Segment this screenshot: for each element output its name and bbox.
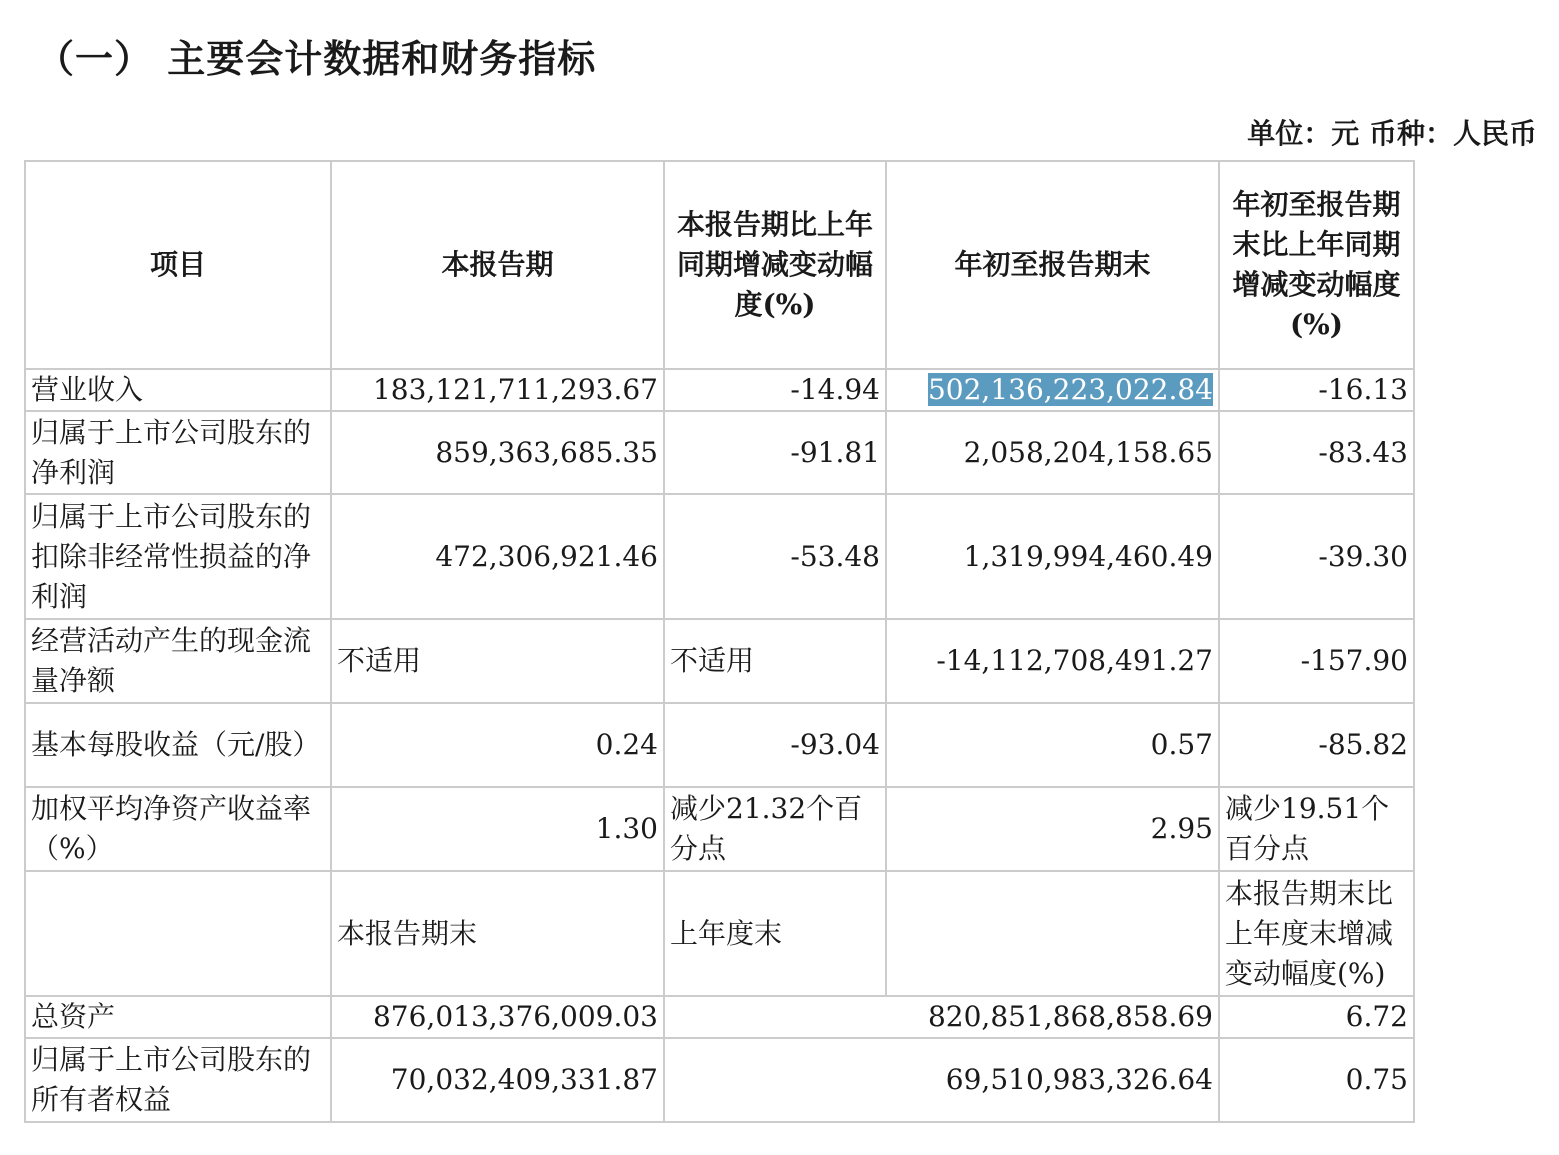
subheader-blank bbox=[25, 871, 331, 996]
row-period-end: 70,032,409,331.87 bbox=[331, 1038, 664, 1122]
row-current-change: -91.81 bbox=[664, 411, 886, 494]
row-change: 0.75 bbox=[1219, 1038, 1414, 1122]
header-current-period: 本报告期 bbox=[331, 161, 664, 369]
table-row bbox=[25, 1038, 1414, 1122]
row-ytd-change: 减少19.51个百分点 bbox=[1219, 787, 1414, 871]
row-ytd: 1,319,994,460.49 bbox=[886, 494, 1219, 619]
row-current-change: -93.04 bbox=[664, 703, 886, 787]
subheader-prior-year-end: 上年度末 bbox=[664, 871, 886, 996]
row-item: 经营活动产生的现金流量净额 bbox=[25, 619, 331, 703]
row-current-change: 减少21.32个百分点 bbox=[664, 787, 886, 871]
row-item: 基本每股收益（元/股） bbox=[25, 703, 331, 787]
table-row bbox=[25, 787, 1414, 871]
row-ytd-change: -16.13 bbox=[1219, 369, 1414, 411]
row-ytd bbox=[886, 369, 1219, 411]
table-row bbox=[25, 703, 1414, 787]
header-ytd: 年初至报告期末 bbox=[886, 161, 1219, 369]
header-current-change: 本报告期比上年同期增减变动幅度(%) bbox=[664, 161, 886, 369]
subheader-blank bbox=[886, 871, 1219, 996]
table-row bbox=[25, 494, 1414, 619]
row-ytd: 2.95 bbox=[886, 787, 1219, 871]
section-title: （一） 主要会计数据和财务指标 bbox=[36, 36, 597, 81]
row-item: 营业收入 bbox=[25, 369, 331, 411]
header-ytd-change: 年初至报告期末比上年同期增减变动幅度(%) bbox=[1219, 161, 1414, 369]
table-row bbox=[25, 369, 1414, 411]
row-current: 不适用 bbox=[331, 619, 664, 703]
row-item: 归属于上市公司股东的所有者权益 bbox=[25, 1038, 331, 1122]
row-prior-year-end: 820,851,868,858.69 bbox=[664, 996, 1219, 1038]
selected-text-highlight[interactable]: 502,136,223,022.84 bbox=[927, 373, 1213, 406]
row-period-end: 876,013,376,009.03 bbox=[331, 996, 664, 1038]
table-row bbox=[25, 619, 1414, 703]
row-ytd: -14,112,708,491.27 bbox=[886, 619, 1219, 703]
row-ytd: 0.57 bbox=[886, 703, 1219, 787]
row-current-change: -14.94 bbox=[664, 369, 886, 411]
table-subheader-row bbox=[25, 871, 1414, 996]
row-item: 加权平均净资产收益率（%） bbox=[25, 787, 331, 871]
row-current: 0.24 bbox=[331, 703, 664, 787]
header-item: 项目 bbox=[25, 161, 331, 369]
row-item: 归属于上市公司股东的扣除非经常性损益的净利润 bbox=[25, 494, 331, 619]
row-ytd-change: -85.82 bbox=[1219, 703, 1414, 787]
unit-currency-note: 单位：元 币种：人民币 bbox=[1247, 117, 1537, 150]
row-ytd: 2,058,204,158.65 bbox=[886, 411, 1219, 494]
row-change: 6.72 bbox=[1219, 996, 1414, 1038]
row-item: 总资产 bbox=[25, 996, 331, 1038]
row-current-change: 不适用 bbox=[664, 619, 886, 703]
table-row bbox=[25, 411, 1414, 494]
row-ytd-change: -83.43 bbox=[1219, 411, 1414, 494]
row-prior-year-end: 69,510,983,326.64 bbox=[664, 1038, 1219, 1122]
subheader-period-end: 本报告期末 bbox=[331, 871, 664, 996]
table-header-row bbox=[25, 161, 1414, 369]
row-ytd-change: -157.90 bbox=[1219, 619, 1414, 703]
table-row bbox=[25, 996, 1414, 1038]
row-current-change: -53.48 bbox=[664, 494, 886, 619]
row-current: 183,121,711,293.67 bbox=[331, 369, 664, 411]
row-ytd-change: -39.30 bbox=[1219, 494, 1414, 619]
financial-indicators-table bbox=[24, 160, 1415, 1123]
row-item: 归属于上市公司股东的净利润 bbox=[25, 411, 331, 494]
subheader-change: 本报告期末比上年度末增减变动幅度(%) bbox=[1219, 871, 1414, 996]
row-current: 1.30 bbox=[331, 787, 664, 871]
row-current: 472,306,921.46 bbox=[331, 494, 664, 619]
row-current: 859,363,685.35 bbox=[331, 411, 664, 494]
